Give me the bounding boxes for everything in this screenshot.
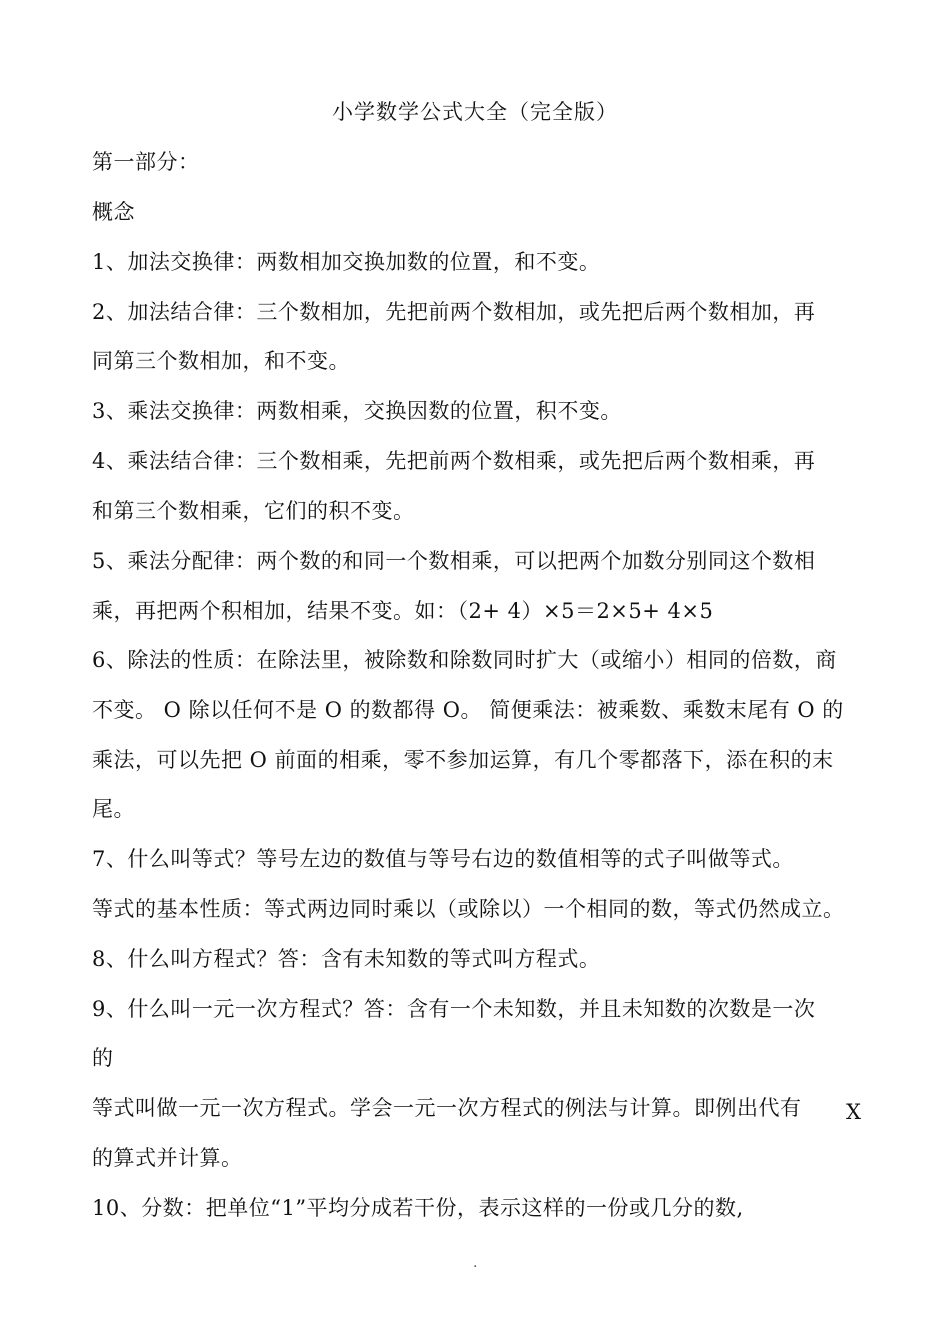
text-line: 1、加法交换律：两数相加交换加数的位置，和不变。 [92,250,601,274]
text-line: 乘，再把两个积相加，结果不变。如：（2+ 4）×5＝2×5+ 4×5 [92,599,714,623]
text-line: 8、什么叫方程式？答：含有未知数的等式叫方程式。 [92,947,601,971]
text-line: 6、除法的性质：在除法里，被除数和除数同时扩大（或缩小）相同的倍数，商 [92,648,837,672]
part-heading: 第一部分： [92,150,200,174]
document-title: 小学数学公式大全（完全版） [332,100,618,124]
x-symbol: X [846,1100,861,1124]
text-line: 等式叫做一元一次方程式。学会一元一次方程式的例法与计算。即例出代有 [92,1096,802,1120]
text-line: 等式的基本性质：等式两边同时乘以（或除以）一个相同的数，等式仍然成立。 [92,897,845,921]
text-line: 9、什么叫一元一次方程式？答：含有一个未知数，并且未知数的次数是一次 [92,997,816,1021]
text-line: 2、加法结合律：三个数相加，先把前两个数相加，或先把后两个数相加，再 [92,300,816,324]
text-line: 同第三个数相加，和不变。 [92,349,350,373]
text-line: 7、什么叫等式？等号左边的数值与等号右边的数值相等的式子叫做等式。 [92,847,794,871]
footer-dot: . [473,1255,478,1271]
section-heading: 概念 [92,200,135,224]
text-line: 的 [92,1046,114,1070]
text-line: 的算式并计算。 [92,1146,243,1170]
text-line: 乘法，可以先把 O 前面的相乘，零不参加运算，有几个零都落下，添在积的末 [92,748,834,772]
text-line: 10、分数：把单位“1”平均分成若干份，表示这样的一份或几分的数, [92,1196,744,1220]
text-line: 和第三个数相乘，它们的积不变。 [92,499,415,523]
text-line: 3、乘法交换律：两数相乘，交换因数的位置，积不变。 [92,399,622,423]
text-line: 5、乘法分配律：两个数的和同一个数相乘，可以把两个加数分别同这个数相 [92,549,816,573]
text-line: 尾。 [92,797,135,821]
text-line: 4、乘法结合律：三个数相乘，先把前两个数相乘，或先把后两个数相乘，再 [92,449,816,473]
text-line: 不变。 O 除以任何不是 O 的数都得 O。 简便乘法：被乘数、乘数末尾有 O 的 [92,698,844,722]
